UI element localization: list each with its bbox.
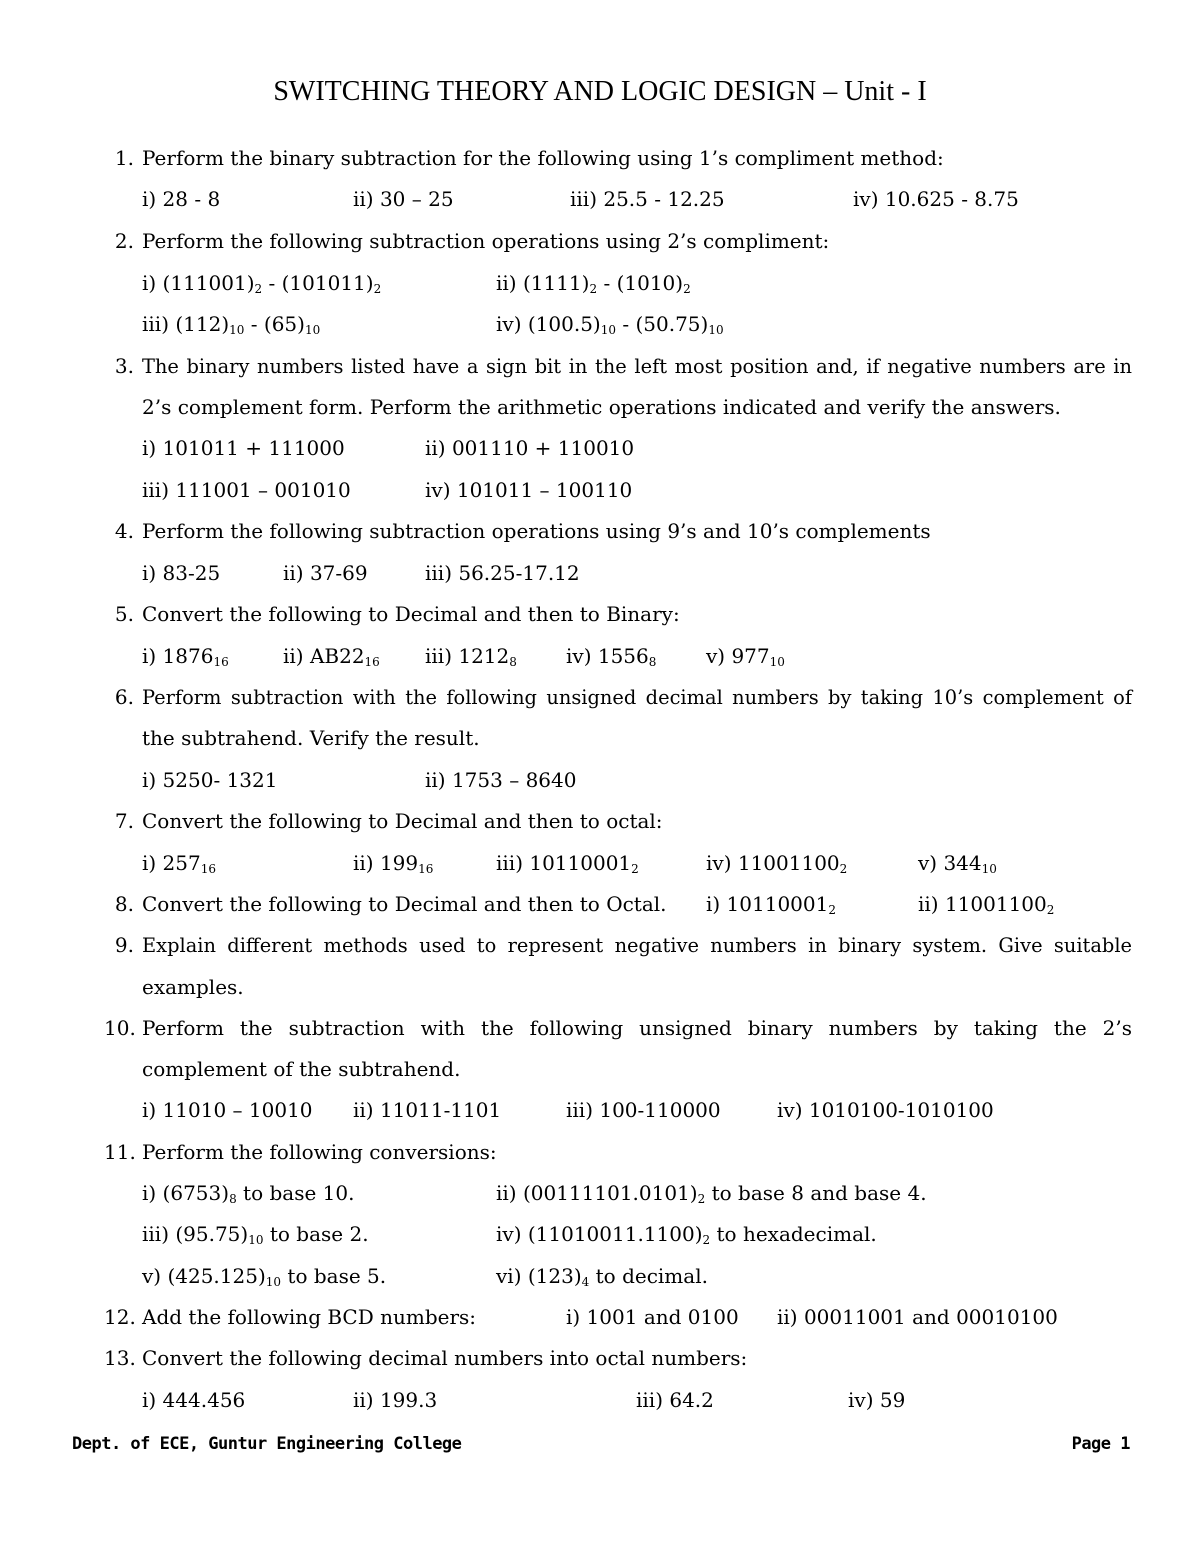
question-number: 7. — [114, 809, 134, 833]
question-text: 2’s complement form. Perform the arithmetic operations indicated and verify the answers. — [142, 395, 1061, 419]
option: i) 28 - 8 — [142, 187, 221, 211]
option: vi) $(123)_4$ to decimal. — [496, 1264, 708, 1289]
question-10-continued — [142, 1049, 1132, 1091]
question-2 — [114, 221, 1132, 263]
option: iii) $(112)_{10} - (65)_{10}$ — [142, 312, 321, 337]
option: ii) $AB22_{16}$ — [283, 644, 380, 669]
question-text: The binary numbers listed have a sign bit in the left most position and, if negative numbers are in — [142, 355, 1132, 378]
question-number: 3. — [114, 354, 134, 378]
question-text: complement of the subtrahend. — [142, 1057, 461, 1081]
option: iv) $(100.5)_{10} - (50.75)_{10}$ — [496, 312, 724, 337]
question-6 — [114, 677, 1132, 719]
option: ii) $(00111101.0101)_2$ to base 8 and base 4. — [496, 1181, 927, 1206]
question-number: 5. — [114, 602, 134, 626]
question-number: 10. — [104, 1016, 136, 1040]
question-text: Perform the subtraction with the following unsigned binary numbers by taking the 2’s — [142, 1016, 1132, 1040]
option: i) $(111001)_2 - (101011)_2$ — [142, 271, 382, 296]
option: v) $977_{10}$ — [706, 644, 785, 669]
question-text: Perform the binary subtraction for the following using 1’s compliment method: — [142, 146, 944, 170]
question-text: Perform the following subtraction operations using 2’s compliment: — [142, 229, 830, 253]
option: iii) $10110001_2$ — [496, 851, 639, 876]
option: i) 11010 – 10010 — [142, 1098, 313, 1122]
question-text: Perform the following subtraction operations using 9’s and 10’s complements — [142, 519, 931, 543]
option: iv) 59 — [848, 1388, 906, 1412]
question-text: examples. — [142, 975, 244, 999]
option: ii) 00011001 and 00010100 — [777, 1305, 1058, 1329]
footer-page-number: Page 1 — [1071, 1434, 1130, 1454]
option: iv) $1556_8$ — [566, 644, 657, 669]
question-5 — [114, 594, 1132, 636]
option: i) 444.456 — [142, 1388, 246, 1412]
question-number: 4. — [114, 519, 134, 543]
option: iv) 10.625 - 8.75 — [853, 187, 1019, 211]
option: i) 5250- 1321 — [142, 768, 278, 792]
option: ii) $199_{16}$ — [353, 851, 434, 876]
question-text: Explain different methods used to represent negative numbers in binary system. Give suitable — [142, 934, 1132, 957]
question-9 — [114, 925, 1132, 967]
question-number: 8. — [114, 892, 134, 916]
question-3 — [114, 346, 1132, 388]
option: i) 83-25 — [142, 561, 221, 585]
question-11 — [104, 1132, 1132, 1174]
option: iii) 100-110000 — [566, 1098, 721, 1122]
page-title: SWITCHING THEORY AND LOGIC DESIGN – Unit - I — [273, 76, 927, 107]
question-text: Convert the following to Decimal and then to octal: — [142, 809, 663, 833]
question-10 — [104, 1008, 1132, 1050]
option: v) $(425.125)_{10}$ to base 5. — [142, 1264, 387, 1289]
option: ii) 199.3 — [353, 1388, 438, 1412]
option: i) $(6753)_8$ to base 10. — [142, 1181, 355, 1206]
question-text: Convert the following to Decimal and then to Binary: — [142, 602, 680, 626]
question-7 — [114, 801, 1132, 843]
question-text: Perform subtraction with the following unsigned decimal numbers by taking 10’s complement of — [142, 686, 1132, 709]
option: ii) 37-69 — [283, 561, 368, 585]
question-number: 13. — [104, 1346, 136, 1370]
footer-department: Dept. of ECE, Guntur Engineering College — [72, 1434, 462, 1454]
option: iii) 25.5 - 12.25 — [570, 187, 725, 211]
question-13 — [104, 1338, 1132, 1380]
question-number: 12. — [104, 1305, 136, 1329]
option: ii) 30 – 25 — [353, 187, 454, 211]
question-3-continued — [142, 387, 1132, 429]
option: ii) $11001100_2$ — [918, 892, 1055, 917]
option: ii) 001110 + 110010 — [425, 436, 635, 460]
option: i) $257_{16}$ — [142, 851, 217, 876]
question-9-continued — [142, 967, 1132, 1009]
option: v) $344_{10}$ — [918, 851, 997, 876]
question-text: Convert the following decimal numbers into octal numbers: — [142, 1346, 748, 1370]
option: i) 1001 and 0100 — [566, 1305, 739, 1329]
option: iv) 101011 – 100110 — [425, 478, 633, 502]
question-number: 11. — [104, 1140, 136, 1164]
option: i) $10110001_2$ — [706, 892, 836, 917]
question-number: 9. — [114, 933, 134, 957]
option: i) $1876_{16}$ — [142, 644, 229, 669]
option: iii) $1212_8$ — [425, 644, 517, 669]
option: iii) 56.25-17.12 — [425, 561, 580, 585]
question-text: Perform the following conversions: — [142, 1140, 497, 1164]
question-number: 6. — [114, 685, 134, 709]
question-text: Add the following BCD numbers: — [142, 1305, 477, 1329]
option: ii) $(1111)_2 - (1010)_2$ — [496, 271, 691, 296]
option: iv) $(11010011.1100)_2$ to hexadecimal. — [496, 1222, 877, 1247]
option: iv) $11001100_2$ — [706, 851, 848, 876]
question-text: Convert the following to Decimal and then to Octal. — [142, 892, 667, 916]
option: i) 101011 + 111000 — [142, 436, 345, 460]
question-6-continued — [142, 718, 1132, 760]
option: iv) 1010100-1010100 — [777, 1098, 994, 1122]
question-text: the subtrahend. Verify the result. — [142, 726, 480, 750]
option: ii) 11011-1101 — [353, 1098, 502, 1122]
question-number: 2. — [114, 229, 134, 253]
option: ii) 1753 – 8640 — [425, 768, 577, 792]
option: iii) $(95.75)_{10}$ to base 2. — [142, 1222, 369, 1247]
question-1 — [114, 138, 1132, 180]
option: iii) 64.2 — [636, 1388, 714, 1412]
option: iii) 111001 – 001010 — [142, 478, 351, 502]
question-4 — [114, 511, 1132, 553]
question-number: 1. — [114, 146, 134, 170]
